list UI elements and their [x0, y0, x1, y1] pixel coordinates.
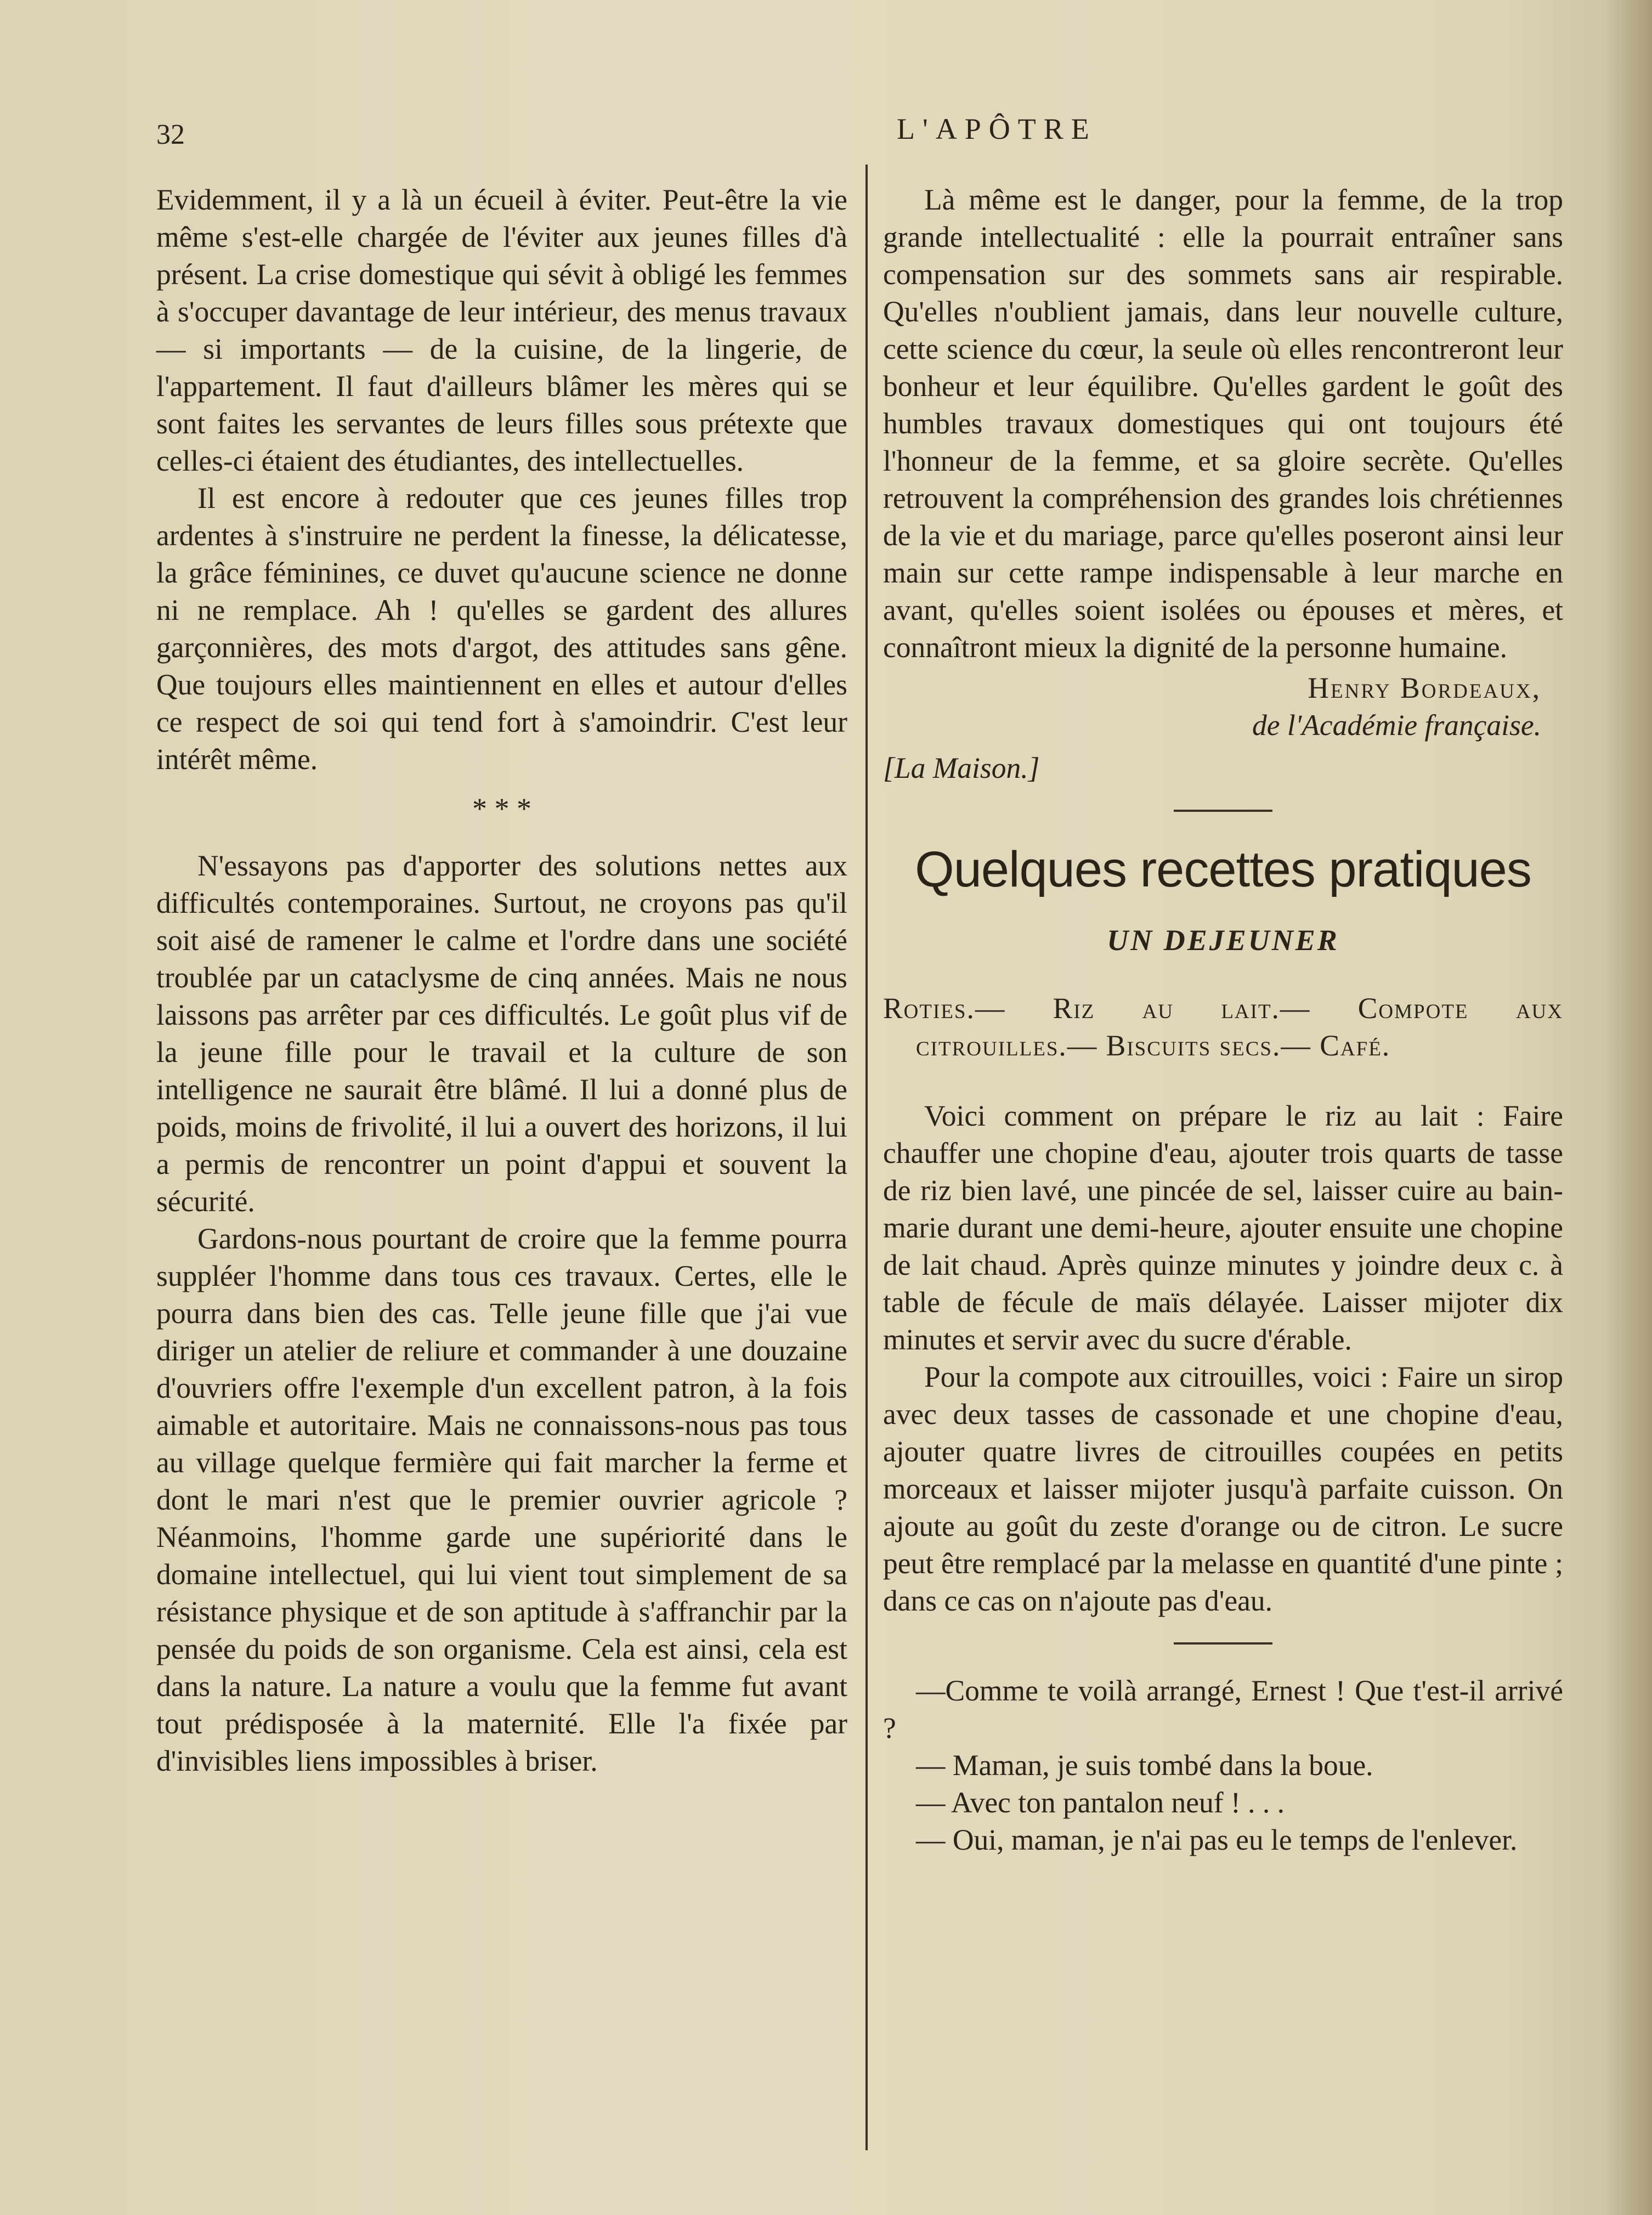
- menu-line: citrouilles.— Biscuits secs.— Café.: [916, 1029, 1391, 1062]
- page-number: 32: [156, 119, 185, 150]
- left-column: [156, 181, 847, 1779]
- section-separator: * * *: [472, 792, 531, 825]
- menu-list: [883, 990, 1563, 1064]
- section-rule: [1174, 810, 1272, 812]
- article-source: [La Maison.]: [883, 751, 1040, 784]
- right-column: [883, 181, 1563, 1858]
- section-subtitle: UN DEJEUNER: [1107, 924, 1339, 957]
- author-title: de l'Académie française.: [1252, 709, 1541, 742]
- section-rule: [1174, 1642, 1272, 1645]
- dialogue-line: —Comme te voilà arrangé, Ernest ! Que t'est-il arrivé ?: [883, 1674, 1563, 1744]
- dialogue-line: — Maman, je suis tombé dans la boue.: [916, 1749, 1373, 1782]
- page-header: [156, 108, 1549, 151]
- section-title: Quelques recettes pratiques: [915, 841, 1531, 897]
- article-paragraph: Il est encore à redouter que ces jeunes filles trop ardentes à s'instruire ne perdent la finesse, la délicatesse, la grâce féminines, ce duvet qu'aucune science ne donne ni ne remplace. Ah ! qu'elles se gardent des allures garçonnières, des mots d'argot, des attitudes sans gêne. Que toujours elles maintiennent en elles et autour d'elles ce respect de soi qui tend fort à s'amoindrir. C'est leur intérêt même.: [156, 482, 847, 776]
- author-name: Henry Bordeaux,: [1308, 671, 1541, 704]
- column-divider: [865, 165, 868, 2150]
- recipe-paragraph: Voici comment on prépare le riz au lait : Faire chauffer une chopine d'eau, ajouter trois quarts de tasse de riz bien lavé, une pincée de sel, laisser cuire au bain-marie durant une demi-heure, ajouter ensuite une chopine de lait chaud. Après quinze minutes y joindre deux c. à table de fécule de maïs délayée. Laisser mijoter dix minutes et servir avec du sucre d'érable.: [883, 1099, 1563, 1356]
- dialogue-line: — Avec ton pantalon neuf ! . . .: [916, 1786, 1285, 1819]
- author-signature: [883, 669, 1563, 744]
- running-title: L'APÔTRE: [897, 112, 1097, 145]
- recipe-paragraph: Pour la compote aux citrouilles, voici : Faire un sirop avec deux tasses de cassonade et une chopine d'eau, ajouter quatre livres de citrouilles coupées en petits morceaux et laisser mijoter jusqu'à parfaite cuisson. On ajoute au goût du zeste d'orange ou de citron. Le sucre peut être remplacé par la melasse en quantité d'une pinte ; dans ce cas on n'ajoute pas d'eau.: [883, 1360, 1563, 1617]
- dialogue-line: — Oui, maman, je n'ai pas eu le temps de l'enlever.: [916, 1823, 1518, 1856]
- menu-line: Roties.— Riz au lait.— Compote aux: [883, 992, 1563, 1025]
- anecdote: [883, 1672, 1563, 1858]
- article-paragraph: Gardons-nous pourtant de croire que la femme pourra suppléer l'homme dans tous ces travaux. Certes, elle le pourra dans bien des cas. Telle jeune fille que j'ai vue diriger un atelier de reliure et commander à une douzaine d'ouvriers offre l'exemple d'un excellent patron, à la fois aimable et autoritaire. Mais ne connaissons-nous pas tous au village quelque fermière qui fait marcher la ferme et dont le mari n'est que le premier ouvrier agricole ? Néanmoins, l'homme garde une supériorité dans le domaine intellectuel, qui lui vient tout simplement de sa résistance physique et de son aptitude à s'affranchir par la pensée du poids de son organisme. Cela est ainsi, cela est dans la nature. La nature a voulu que la femme fut avant tout prédisposée à la maternité. Elle l'a fixée par d'invisibles liens impossibles à briser.: [156, 1222, 847, 1777]
- article-paragraph: Là même est le danger, pour la femme, de la trop grande intellectualité : elle la pourrait entraîner sans compensation sur des sommets sans air respirable. Qu'elles n'oublient jamais, dans leur nouvelle culture, cette science du cœur, la seule où elles rencontreront leur bonheur et leur équilibre. Qu'elles gardent le goût des humbles travaux domestiques qui ont toujours été l'honneur de la femme, et sa gloire secrète. Qu'elles retrouvent la compréhension des grandes lois chrétiennes de la vie et du mariage, parce qu'elles poseront ainsi leur main sur cette rampe indispensable à leur marche en avant, qu'elles soient isolées ou épouses et mères, et connaîtront mieux la dignité de la personne humaine.: [883, 183, 1563, 664]
- article-paragraph: Evidemment, il y a là un écueil à éviter. Peut-être la vie même s'est-elle chargée de l'éviter aux jeunes filles d'à présent. La crise domestique qui sévit à obligé les femmes à s'occuper davantage de leur intérieur, des menus travaux — si importants — de la cuisine, de la lingerie, de l'appartement. Il faut d'ailleurs blâmer les mères qui se sont faites les servantes de leurs filles sous prétexte que celles-ci étaient des étudiantes, des intellectuelles.: [156, 183, 847, 477]
- article-paragraph: N'essayons pas d'apporter des solutions nettes aux difficultés contemporaines. Surtout, ne croyons pas qu'il soit aisé de ramener le calme et l'ordre dans une société troublée par un cataclysme de cinq années. Mais ne nous laissons pas arrêter par ces difficultés. Le goût plus vif de la jeune fille pour le travail et la culture de son intelligence ne saurait être blâmé. Il lui a donné plus de poids, moins de frivolité, il lui a ouvert des horizons, il lui a permis de rencontrer un point d'appui et souvent la sécurité.: [156, 849, 847, 1218]
